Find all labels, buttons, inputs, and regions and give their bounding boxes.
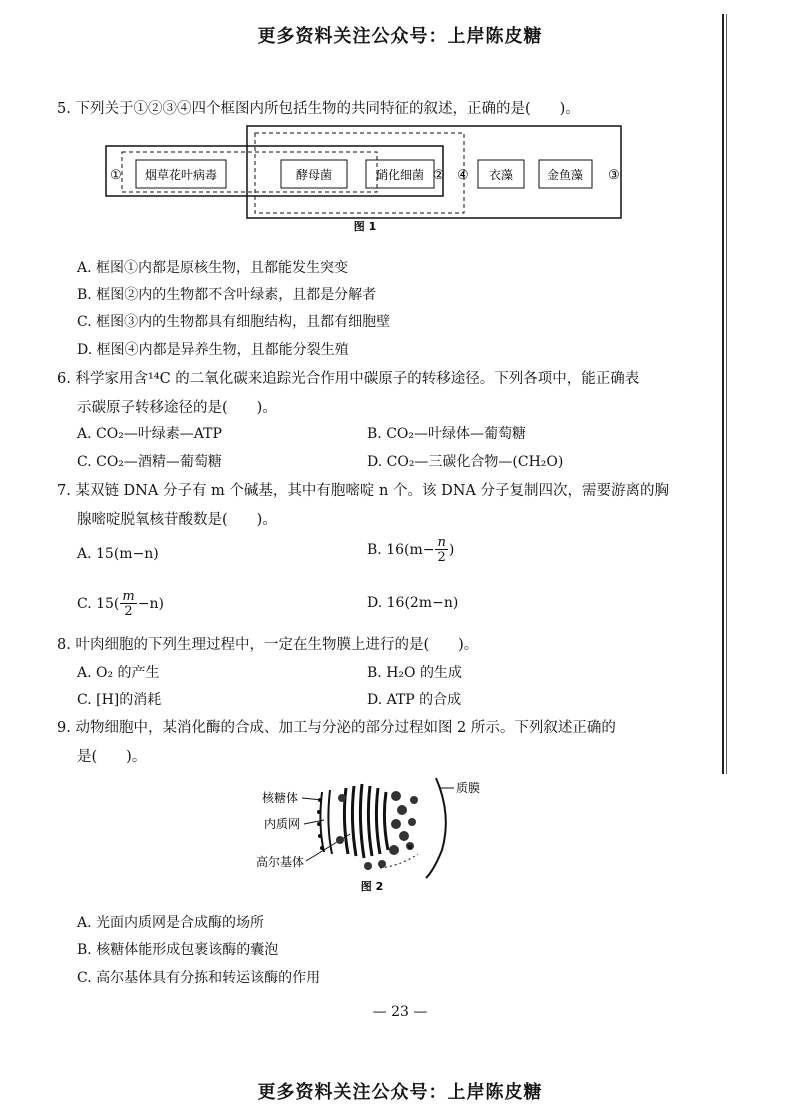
binding-rule bbox=[722, 14, 724, 774]
q7-option-c-fraction bbox=[120, 590, 136, 618]
organism-tmv: 烟草花叶病毒 bbox=[144, 168, 218, 182]
q7-option-d: D. 16(2m−n) bbox=[367, 595, 459, 611]
q5-stem: 5. 下列关于①②③④四个框图内所包括生物的共同特征的叙述，正确的是( )。 bbox=[57, 101, 580, 117]
q5-option-a: A. 框图①内都是原核生物，且都能发生突变 bbox=[77, 260, 349, 276]
q5-option-b: B. 框图②内的生物都不含叶绿素，且都是分解者 bbox=[77, 287, 377, 303]
q6-stem-line2: 示碳原子转移途径的是( )。 bbox=[77, 400, 277, 416]
figure-1 bbox=[100, 118, 630, 233]
q7-option-b-prefix: B. 16(m− bbox=[367, 542, 435, 558]
figure-1-caption: 图 1 bbox=[353, 220, 377, 233]
marker-3: ③ bbox=[608, 168, 620, 183]
q6-stem-line1: 6. 科学家用含¹⁴C 的二氧化碳来追踪光合作用中碳原子的转移途径。下列各项中，能正确表 bbox=[57, 371, 640, 387]
er-illustration bbox=[317, 790, 332, 854]
label-plasma-membrane: 质膜 bbox=[456, 781, 481, 795]
label-golgi: 高尔基体 bbox=[256, 855, 305, 869]
figure-2-caption: 图 2 bbox=[360, 880, 384, 893]
q9-stem-line2: 是( )。 bbox=[77, 749, 147, 765]
marker-4: ④ bbox=[457, 168, 469, 183]
q7-option-c-prefix: C. 15( bbox=[77, 596, 120, 612]
binding-rule-inner bbox=[726, 14, 727, 774]
bottom-banner: 更多资料关注公众号：上岸陈皮糖 bbox=[257, 1082, 543, 1103]
q8-option-b: B. H₂O 的生成 bbox=[367, 665, 462, 681]
secretion-vesicle bbox=[408, 845, 412, 849]
organism-hornwort: 金鱼藻 bbox=[546, 168, 584, 182]
q8-option-c: C. [H]的消耗 bbox=[77, 692, 162, 708]
q9-stem-line1: 9. 动物细胞中，某消化酶的合成、加工与分泌的部分过程如图 2 所示。下列叙述正确的 bbox=[57, 720, 616, 736]
label-ribosome: 核糖体 bbox=[262, 791, 299, 805]
secretion-path bbox=[380, 854, 418, 868]
golgi-illustration bbox=[344, 784, 388, 858]
q8-stem: 8. 叶肉细胞的下列生理过程中，一定在生物膜上进行的是( )。 bbox=[57, 637, 479, 653]
q7-option-b-numerator: n bbox=[437, 535, 446, 550]
q7-option-c-suffix: −n) bbox=[137, 596, 164, 612]
q7-option-b-fraction bbox=[435, 536, 447, 564]
marker-1: ① bbox=[110, 168, 122, 183]
page-number: — 23 — bbox=[372, 1004, 428, 1020]
q8-option-d: D. ATP 的合成 bbox=[367, 692, 462, 708]
organism-yeast: 酵母菌 bbox=[295, 168, 333, 182]
q7-option-b-suffix: ) bbox=[448, 542, 455, 558]
q6-option-a: A. CO₂—叶绿素—ATP bbox=[77, 426, 222, 442]
q8-option-a: A. O₂ 的产生 bbox=[77, 665, 160, 681]
q7-stem-line2: 腺嘧啶脱氧核苷酸数是( )。 bbox=[77, 512, 277, 528]
top-banner: 更多资料关注公众号：上岸陈皮糖 bbox=[257, 26, 543, 47]
label-er: 内质网 bbox=[264, 817, 301, 831]
marker-2: ② bbox=[433, 168, 445, 183]
q5-option-c: C. 框图③内的生物都具有细胞结构，且都有细胞壁 bbox=[77, 314, 391, 330]
q6-option-b: B. CO₂—叶绿体—葡萄糖 bbox=[367, 426, 526, 442]
q7-option-a: A. 15(m−n) bbox=[77, 546, 159, 562]
q7-option-c bbox=[77, 590, 164, 618]
q9-option-a: A. 光面内质网是合成酶的场所 bbox=[77, 915, 265, 931]
figure-2 bbox=[250, 770, 510, 900]
organism-chlamydomonas: 衣藻 bbox=[488, 168, 514, 182]
q7-option-c-numerator: m bbox=[122, 589, 135, 604]
q7-option-c-denominator: 2 bbox=[124, 604, 133, 619]
plasma-membrane bbox=[426, 778, 446, 878]
organism-nitrifying: 硝化细菌 bbox=[375, 168, 425, 182]
q7-option-b bbox=[367, 536, 454, 564]
q9-option-c: C. 高尔基体具有分拣和转运该酶的作用 bbox=[77, 970, 321, 986]
q5-option-d: D. 框图④内都是异养生物，且都能分裂生殖 bbox=[77, 342, 349, 358]
q7-stem-line1: 7. 某双链 DNA 分子有 m 个碱基，其中有胞嘧啶 n 个。该 DNA 分子复制四次，需要游离的胸 bbox=[57, 483, 669, 499]
q9-option-b: B. 核糖体能形成包裹该酶的囊泡 bbox=[77, 942, 279, 958]
q7-option-b-denominator: 2 bbox=[437, 550, 446, 565]
q6-option-d: D. CO₂—三碳化合物—(CH₂O) bbox=[367, 454, 564, 470]
q6-option-c: C. CO₂—酒精—葡萄糖 bbox=[77, 454, 222, 470]
